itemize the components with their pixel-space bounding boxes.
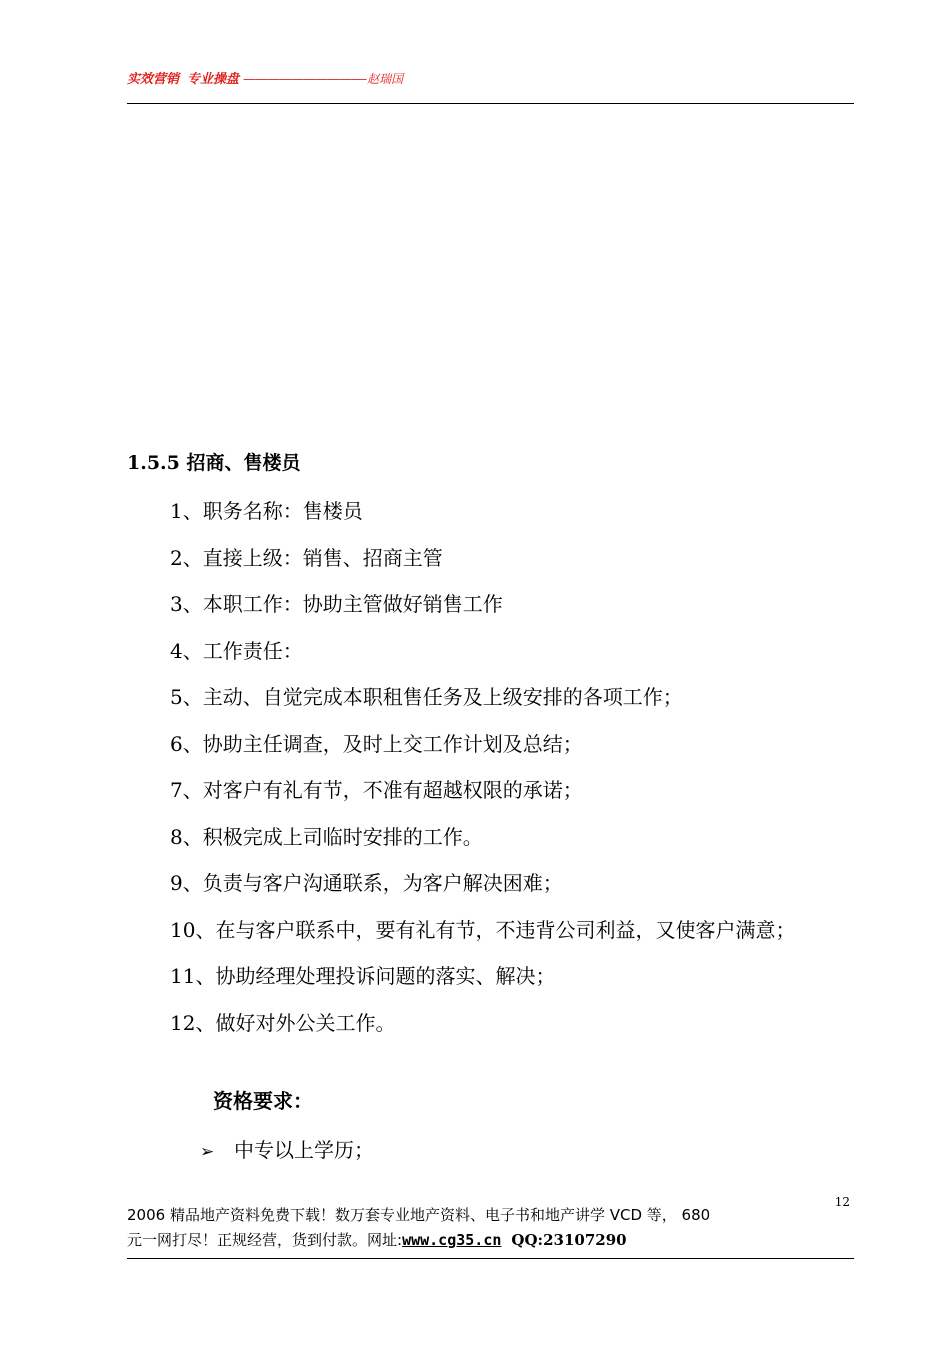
list-item: 11、协助经理处理投诉问题的落实、解决； [170,964,556,988]
qualification-text: 中专以上学历； [234,1138,374,1162]
header-slogan [127,68,403,87]
list-item: 12、做好对外公关工作。 [170,1010,396,1035]
list-item: 2、直接上级：销售、招商主管 [170,545,443,570]
header-slogan-1: 实效营销 [127,72,180,87]
header-dashes: —————————— [243,72,364,87]
list-item: 7、对客户有礼有节，不准有超越权限的承诺； [170,778,583,802]
footer-divider [127,1258,854,1259]
header-slogan-2: 专业操盘 [187,72,240,87]
footer-line-1: 2006 精品地产资料免费下载！数万套专业地产资料、电子书和地产讲学 VCD 等， 680 [127,1206,711,1224]
list-item: 5、主动、自觉完成本职租售任务及上级安排的各项工作； [170,685,683,709]
qualification-bullet [200,1134,374,1163]
list-item: 9、负责与客户沟通联系，为客户解决困难； [170,871,563,895]
list-item: 3、本职工作：协助主管做好销售工作 [170,592,503,616]
footer-line-2-text: 元一网打尽！正规经营，货到付款。网址: [127,1231,403,1249]
page-number: 12 [834,1195,850,1209]
footer-line-2 [127,1228,854,1253]
website-link[interactable]: www.cg35.cn [402,1231,502,1249]
qualifications-title: 资格要求： [213,1089,313,1113]
list-item: 1、职务名称：售楼员 [170,499,363,523]
header-author: -赵瑞国 [363,72,404,86]
page-header [127,66,854,104]
page-footer [127,1195,854,1259]
section-title: 1.5.5 招商、售楼员 [127,452,301,474]
list-item: 4、工作责任： [170,638,303,663]
qq-number: QQ:23107290 [511,1231,627,1249]
duty-list [170,488,870,1046]
arrow-bullet-icon: ➢ [200,1142,215,1162]
list-item: 10、在与客户联系中，要有礼有节，不违背公司利益，又使客户满意； [170,917,796,942]
header-divider [127,103,854,104]
list-item: 8、积极完成上司临时安排的工作。 [170,824,483,849]
list-item: 6、协助主任调查，及时上交工作计划及总结； [170,731,583,756]
